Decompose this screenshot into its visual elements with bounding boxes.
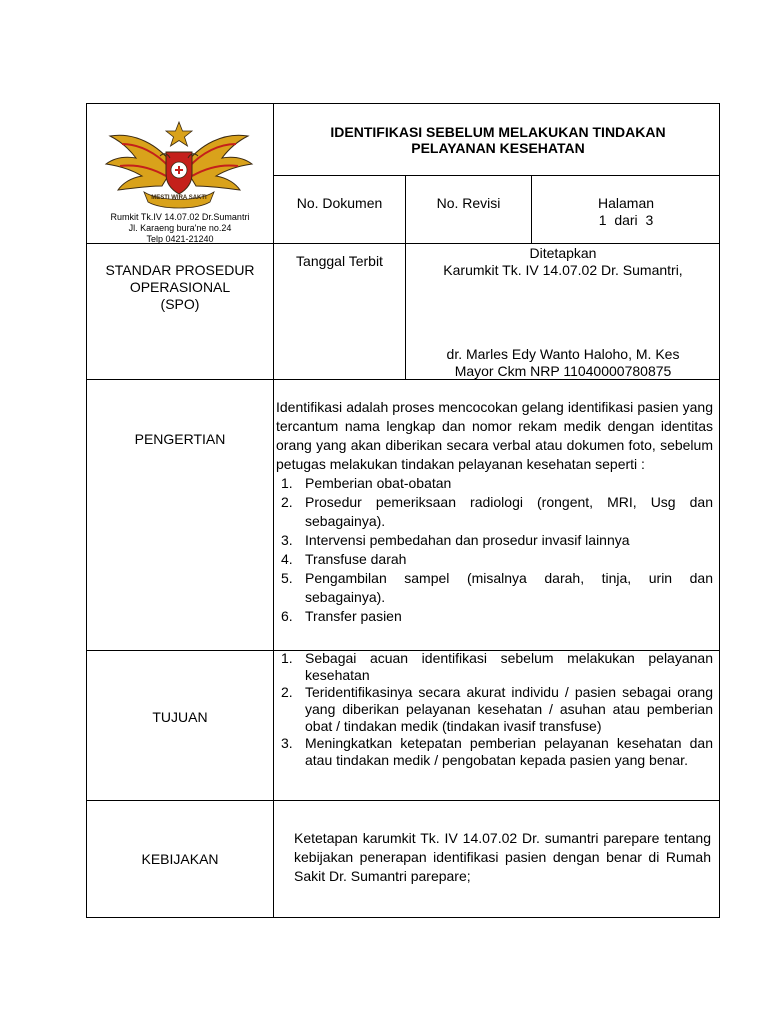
hospital-address-line-1: Rumkit Tk.IV 14.07.02 Dr.Sumantri xyxy=(110,212,250,222)
tujuan-content xyxy=(276,650,713,769)
no-dokumen-label: No. Dokumen xyxy=(296,195,383,211)
shield-icon xyxy=(160,152,198,194)
list-item: 5. Pengambilan sampel (misalnya darah, tinja, urin dan sebagainya). xyxy=(281,570,713,605)
logo-ribbon-text: MESTI WIRA SAKTI xyxy=(151,195,207,201)
list-item: 3. Intervensi pembedahan dan prosedur invasif lainnya xyxy=(281,532,630,548)
spo-title-line-1: STANDAR PROSEDUR xyxy=(105,262,255,278)
tujuan-list xyxy=(276,650,713,769)
row-divider xyxy=(273,175,720,176)
list-item: 2. Teridentifikasinya secara akurat individu / pasien sebagai orang yang diberikan pelayanan kesehatan / asuhan atau pemberian obat / tindakan medik (tindakan ivasif transfuse) xyxy=(281,684,713,734)
pengertian-label: PENGERTIAN xyxy=(134,431,226,447)
row-divider xyxy=(87,800,720,801)
hospital-address-line-2: Jl. Karaeng bura'ne no.24 xyxy=(128,223,232,233)
spo-title-line-3: (SPO) xyxy=(160,296,200,312)
halaman-label: Halaman xyxy=(597,195,655,211)
kebijakan-label: KEBIJAKAN xyxy=(141,851,219,867)
halaman-value: 1 dari 3 xyxy=(598,212,654,228)
pengertian-content xyxy=(276,398,713,626)
pengertian-intro: Identifikasi adalah proses mencocokan gelang identifikasi pasien yang tercantum nama lengkap dan nomor rekam medik dengan identitas orang yang akan diberikan secara verbal atau dokumen foto, sebelum petugas melakukan tindakan pelayanan kesehatan seperti : xyxy=(276,399,713,472)
kebijakan-text: Ketetapan karumkit Tk. IV 14.07.02 Dr. sumantri parepare tentang kebijakan penerapan identifikasi pasien dengan benar di Rumah Sakit Dr. Sumantri parepare; xyxy=(294,830,711,884)
signer-rank-nrp: Mayor Ckm NRP 11040000780875 xyxy=(454,363,672,379)
list-item: 4. Transfuse darah xyxy=(281,551,407,567)
list-item: 6. Transfer pasien xyxy=(281,608,402,624)
column-divider xyxy=(273,104,274,917)
no-revisi-label: No. Revisi xyxy=(436,195,501,211)
pengertian-list xyxy=(276,474,713,626)
tujuan-label: TUJUAN xyxy=(152,709,208,725)
spo-title-line-2: OPERASIONAL xyxy=(129,279,231,295)
list-item: 3. Meningkatkan ketepatan pemberian pelayanan kesehatan dan atau tindakan medik / pengobatan kepada pasien yang benar. xyxy=(281,735,713,768)
star-icon xyxy=(166,122,192,146)
signer-name: dr. Marles Edy Wanto Haloho, M. Kes xyxy=(446,346,680,362)
karumkit-title: Karumkit Tk. IV 14.07.02 Dr. Sumantri, xyxy=(443,262,683,278)
document-title: IDENTIFIKASI SEBELUM MELAKUKAN TINDAKAN PELAYANAN KESEHATAN xyxy=(330,124,666,156)
tanggal-terbit-label: Tanggal Terbit xyxy=(296,253,383,269)
left-wing-icon xyxy=(106,135,174,190)
list-item: 2. Prosedur pemeriksaan radiologi (rongent, MRI, Usg dan sebagainya). xyxy=(281,494,713,529)
right-wing-icon xyxy=(184,135,252,190)
list-item: 1. Sebagai acuan identifikasi sebelum melakukan pelayanan kesehatan xyxy=(281,650,713,683)
list-item: 1. Pemberian obat-obatan xyxy=(281,475,452,491)
ditetapkan-label: Ditetapkan xyxy=(529,245,597,261)
hospital-address-line-3: Telp 0421-21240 xyxy=(146,234,214,244)
